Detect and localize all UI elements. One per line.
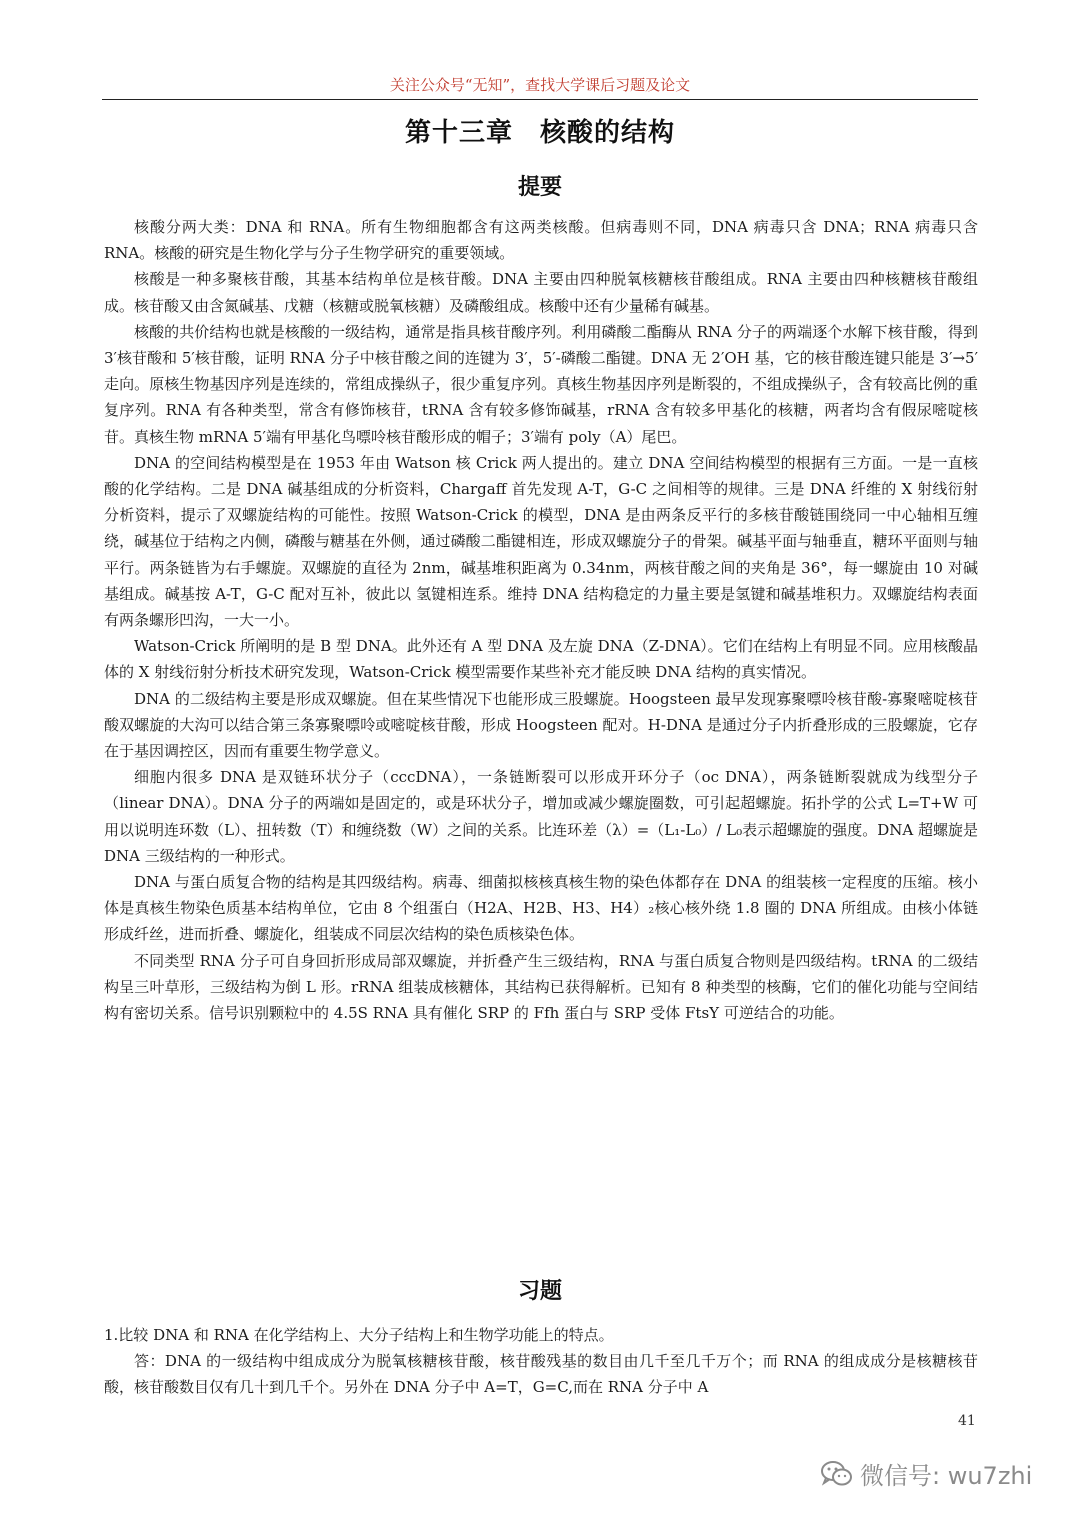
summary-paragraph: Watson-Crick 所阐明的是 B 型 DNA。此外还有 A 型 DNA 及左旋 DNA（Z-DNA）。它们在结构上有明显不同。应用核酸晶体的 X 射线衍射分析技术研究发现，Watson-Crick 模型需要作某些补充才能反映 DNA 结构的真实情况。	[104, 637, 978, 682]
page-number: 41	[958, 1413, 976, 1429]
summary-paragraph: 不同类型 RNA 分子可自身回折形成局部双螺旋，并折叠产生三级结构，RNA 与蛋白质复合物则是四级结构。tRNA 的二级结构呈三叶草形，三级结构为倒 L 形。rRNA 组装成核糖体，其结构已获得解析。已知有 8 种类型的核酶，它们的催化功能与空间结构有密切关系。信号识别颗粒中的 4.5S RNA 具有催化 SRP 的 Ffh 蛋白与 SRP 受体 FtsY 可逆结合的功能。	[104, 951, 978, 1023]
summary-heading: 提要	[517, 175, 562, 200]
exercise-question: 1.比较 DNA 和 RNA 在化学结构上、大分子结构上和生物学功能上的特点。	[104, 1326, 614, 1344]
exercise-answer: 答：DNA 的一级结构中组成成分为脱氧核糖核苷酸，核苷酸残基的数目由几千至几千万个；而 RNA 的组成成分是核糖核苷酸，核苷酸数目仅有几十到几千个。另外在 DNA 分子中 A=T，G=C,而在 RNA 分子中 A	[104, 1352, 978, 1397]
summary-paragraph: 核酸是一种多聚核苷酸，其基本结构单位是核苷酸。DNA 主要由四种脱氧核糖核苷酸组成。RNA 主要由四种核糖核苷酸组成。核苷酸又由含氮碱基、戊糖（核糖或脱氧核糖）及磷酸组成。核酸中还有少量稀有碱基。	[104, 270, 978, 315]
summary-paragraph: DNA 的二级结构主要是形成双螺旋。但在某些情况下也能形成三股螺旋。Hoogsteen 最早发现寡聚嘌呤核苷酸-寡聚嘧啶核苷酸双螺旋的大沟可以结合第三条寡聚嘌呤或嘧啶核苷酸，形成 Hoogsteen 配对。H-DNA 是通过分子内折叠形成的三股螺旋，它存在于基因调控区，因而有重要生物学意义。	[104, 689, 978, 761]
header-rule	[102, 99, 978, 100]
exercises-heading: 习题	[517, 1279, 562, 1304]
summary-paragraph: 细胞内很多 DNA 是双链环状分子（cccDNA），一条链断裂可以形成开环分子（oc DNA），两条链断裂就成为线型分子（linear DNA）。DNA 分子的两端如是固定的，或是环状分子，增加或减少螺旋圈数，可引起超螺旋。拓扑学的公式 L=T+W 可用以说明连环数（L）、扭转数（T）和缠绕数（W）之间的关系。比连环差（λ）=（L₁-L₀）/ L₀表示超螺旋的强度。DNA 超螺旋是 DNA 三级结构的一种形式。	[104, 768, 978, 865]
wechat-watermark	[820, 1456, 1032, 1491]
summary-paragraph: DNA 的空间结构模型是在 1953 年由 Watson 核 Crick 两人提出的。建立 DNA 空间结构模型的根据有三方面。一是一直核酸的化学结构。二是 DNA 碱基组成的分析资料，Chargaff 首先发现 A-T，G-C 之间相等的规律。三是 DNA 纤维的 X 射线衍射分析资料，提示了双螺旋结构的可能性。按照 Watson-Crick 的模型，DNA 是由两条反平行的多核苷酸链围绕同一中心轴相互缠绕，碱基位于结构之内侧，磷酸与糖基在外侧，通过磷酸二酯键相连，形成双螺旋分子的骨架。碱基平面与轴垂直，糖环平面则与轴平行。两条链皆为右手螺旋。双螺旋的直径为 2nm，碱基堆积距离为 0.34nm，两核苷酸之间的夹角是 36°，每一螺旋由 10 对碱基组成。碱基按 A-T，G-C 配对互补，彼此以 氢键相连系。维持 DNA 结构稳定的力量主要是氢键和碱基堆积力。双螺旋结构表面有两条螺形凹沟，一大一小。	[104, 453, 978, 630]
wechat-icon	[820, 1459, 854, 1489]
summary-body	[104, 214, 978, 1026]
summary-paragraph: DNA 与蛋白质复合物的结构是其四级结构。病毒、细菌拟核核真核生物的染色体都存在 DNA 的组装核一定程度的压缩。核小体是真核生物染色质基本结构单位，它由 8 个组蛋白（H2A、H2B、H3、H4）₂核心核外绕 1.8 圈的 DNA 所组成。由核小体链形成纤丝，进而折叠、螺旋化，组装成不同层次结构的染色质核染色体。	[104, 873, 978, 944]
exercises-body	[104, 1322, 978, 1401]
watermark-text: 微信号: wu7zhi	[860, 1462, 1033, 1490]
chapter-title: 第十三章 核酸的结构	[404, 118, 675, 148]
header-banner: 关注公众号“无知”，查找大学课后习题及论文	[389, 76, 691, 94]
summary-paragraph: 核酸的共价结构也就是核酸的一级结构，通常是指具核苷酸序列。利用磷酸二酯酶从 RNA 分子的两端逐个水解下核苷酸，得到 3′核苷酸和 5′核苷酸，证明 RNA 分子中核苷酸之间的连键为 3′，5′-磷酸二酯键。DNA 无 2′OH 基，它的核苷酸连键只能是 3′→5′走向。原核生物基因序列是连续的，常组成操纵子，很少重复序列。真核生物基因序列是断裂的，不组成操纵子，含有较高比例的重复序列。RNA 有各种类型，常含有修饰核苷，tRNA 含有较多修饰碱基，rRNA 含有较多甲基化的核糖，两者均含有假尿嘧啶核苷。真核生物 mRNA 5′端有甲基化鸟嘌呤核苷酸形成的帽子；3′端有 poly（A）尾巴。	[104, 322, 978, 446]
summary-paragraph: 核酸分两大类：DNA 和 RNA。所有生物细胞都含有这两类核酸。但病毒则不同，DNA 病毒只含 DNA；RNA 病毒只含 RNA。核酸的研究是生物化学与分子生物学研究的重要领域。	[104, 218, 978, 263]
